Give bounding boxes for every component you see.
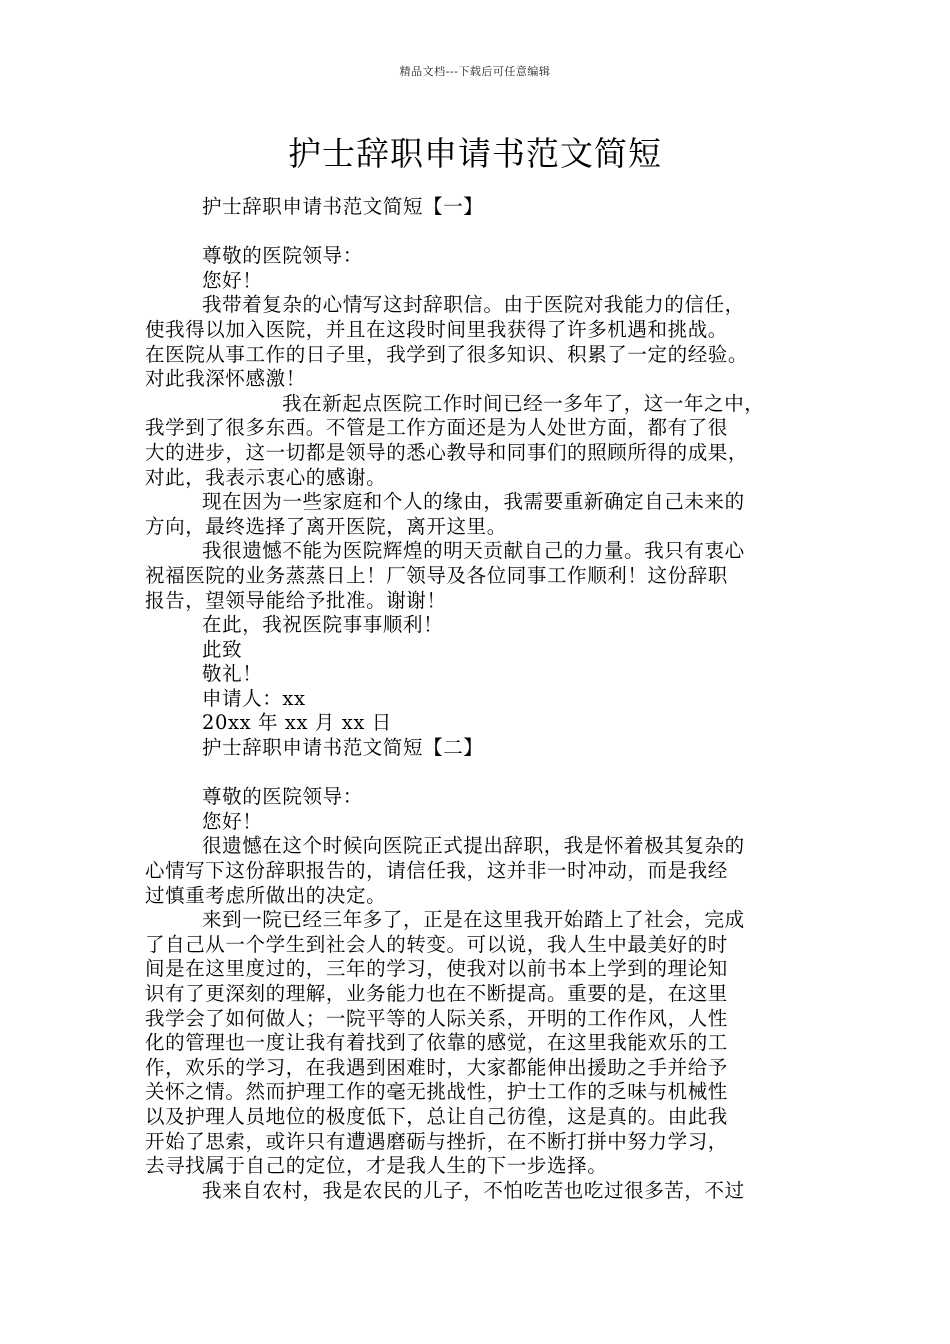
salutation: 尊敬的医院领导： — [202, 244, 363, 268]
paragraph-line: 关怀之情。然而护理工作的毫无挑战性，护士工作的乏味与机械性 — [145, 1080, 728, 1104]
paragraph-line: 我带着复杂的心情写这封辞职信。由于医院对我能力的信任， — [202, 293, 745, 317]
paragraph-line: 去寻找属于自己的定位，才是我人生的下一步选择。 — [145, 1154, 608, 1178]
paragraph-line: 对此，我表示衷心的感谢。 — [145, 465, 387, 489]
paragraph-line: 对此我深怀感激！ — [145, 367, 306, 391]
letter-date: 20xx 年 xx 月 xx 日 — [202, 711, 392, 735]
paragraph-line: 开始了思索，或许只有遭遇磨砺与挫折，在不断打拼中努力学习， — [145, 1129, 728, 1153]
header-note: 精品文档---下载后可任意编辑 — [399, 65, 551, 78]
section-heading-2: 护士辞职申请书范文简短【二】 — [202, 736, 484, 760]
closing-wish: 在此，我祝医院事事顺利！ — [202, 613, 444, 637]
document-title: 护士辞职申请书范文简短 — [288, 134, 662, 173]
paragraph-line: 大的进步，这一切都是领导的悉心教导和同事们的照顾所得的成果， — [145, 440, 749, 464]
paragraph-line: 间是在这里度过的，三年的学习，使我对以前书本上学到的理论知 — [145, 957, 728, 981]
paragraph-line: 很遗憾在这个时候向医院正式提出辞职，我是怀着极其复杂的 — [202, 834, 745, 858]
paragraph-line: 来到一院已经三年多了，正是在这里我开始踏上了社会，完成 — [202, 908, 745, 932]
paragraph-line: 我学会了如何做人；一院平等的人际关系，开明的工作作风，人性 — [145, 1006, 728, 1030]
paragraph-line: 我在新起点医院工作时间已经一多年了，这一年之中， — [282, 391, 765, 415]
paragraph-line: 心情写下这份辞职报告的，请信任我，这并非一时冲动，而是我经 — [145, 859, 728, 883]
paragraph-line: 我来自农村，我是农民的儿子，不怕吃苦也吃过很多苦，不过 — [202, 1178, 745, 1202]
applicant-signature: 申请人：xx — [202, 686, 306, 710]
blank-line — [145, 220, 835, 245]
paragraph-line: 我很遗憾不能为医院辉煌的明天贡献自己的力量。我只有衷心 — [202, 539, 745, 563]
salutation: 尊敬的医院领导： — [202, 785, 363, 809]
paragraph-line: 方向，最终选择了离开医院，离开这里。 — [145, 514, 507, 538]
paragraph-line: 我学到了很多东西。不管是工作方面还是为人处世方面，都有了很 — [145, 416, 728, 440]
closing-line: 此致 — [202, 637, 243, 661]
section-heading-1: 护士辞职申请书范文简短【一】 — [202, 195, 484, 218]
closing-salute: 敬礼！ — [202, 662, 263, 686]
paragraph-line: 在医院从事工作的日子里，我学到了很多知识、积累了一定的经验。 — [145, 342, 749, 366]
blank-line — [145, 761, 835, 786]
greeting: 您好！ — [202, 809, 263, 833]
paragraph-line: 过慎重考虑所做出的决定。 — [145, 883, 387, 907]
paragraph-line: 报告，望领导能给予批准。谢谢！ — [145, 588, 447, 612]
paragraph-line: 识有了更深刻的理解，业务能力也在不断提高。重要的是，在这里 — [145, 982, 728, 1005]
paragraph-line: 了自己从一个学生到社会人的转变。可以说，我人生中最美好的时 — [145, 932, 728, 956]
paragraph-line: 作，欢乐的学习，在我遇到困难时，大家都能伸出援助之手并给予 — [145, 1055, 728, 1079]
paragraph-line: 祝福医院的业务蒸蒸日上！厂领导及各位同事工作顺利！这份辞职 — [145, 563, 728, 587]
document-body — [145, 195, 835, 1203]
greeting: 您好！ — [202, 268, 263, 292]
paragraph-line: 现在因为一些家庭和个人的缘由，我需要重新确定自己未来的 — [202, 490, 745, 514]
paragraph-line: 以及护理人员地位的极度低下，总让自己彷徨，这是真的。由此我 — [145, 1104, 728, 1128]
paragraph-line: 使我得以加入医院，并且在这段时间里我获得了许多机遇和挑战。 — [145, 317, 728, 341]
paragraph-line: 化的管理也一度让我有着找到了依靠的感觉，在这里我能欢乐的工 — [145, 1031, 728, 1055]
